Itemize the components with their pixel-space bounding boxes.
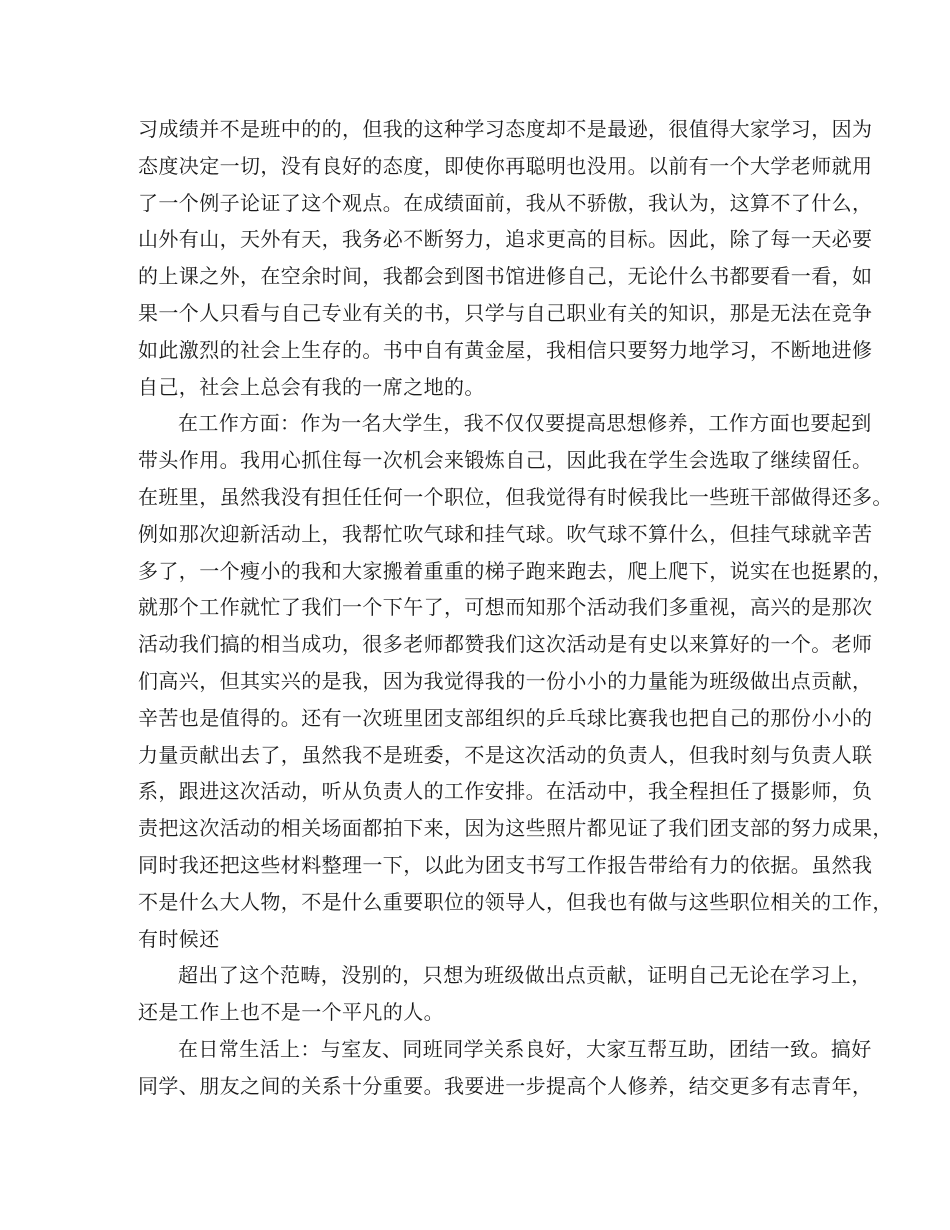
text-line: 辛苦也是值得的。还有一次班里团支部组织的乒乓球比赛我也把自己的那份小小的 [138, 705, 873, 730]
text-line: 同学、朋友之间的关系十分重要。我要进一步提高个人修养，结交更多有志青年， [138, 1073, 873, 1098]
text-line: 自己，社会上总会有我的一席之地的。 [138, 374, 485, 399]
text-line: 就那个工作就忙了我们一个下午了，可想而知那个活动我们多重视，高兴的是那次 [138, 595, 873, 620]
text-line: 如此激烈的社会上生存的。书中自有黄金屋，我相信只要努力地学习，不断地进修 [138, 337, 873, 362]
text-line: 力量贡献出去了，虽然我不是班委，不是这次活动的负责人，但我时刻与负责人联 [138, 742, 873, 767]
text-line: 不是什么大人物，不是什么重要职位的领导人，但我也有做与这些职位相关的工作， [138, 889, 893, 914]
text-line: 山外有山，天外有天，我务必不断努力，追求更高的目标。因此，除了每一天必要 [138, 227, 873, 252]
text-line: 多了，一个瘦小的我和大家搬着重重的梯子跑来跑去，爬上爬下，说实在也挺累的， [138, 558, 893, 583]
text-line: 同时我还把这些材料整理一下，以此为团支书写工作报告带给有力的依据。虽然我 [138, 852, 873, 877]
text-line: 了一个例子论证了这个观点。在成绩面前，我从不骄傲，我认为，这算不了什么， [138, 190, 873, 215]
paragraph-first-line: 在工作方面：作为一名大学生，我不仅仅要提高思想修养，工作方面也要起到 [178, 411, 872, 436]
text-line: 系，跟进这次活动，听从负责人的工作安排。在活动中，我全程担任了摄影师，负 [138, 779, 873, 804]
paragraph-first-line: 超出了这个范畴，没别的，只想为班级做出点贡献，证明自己无论在学习上， [178, 963, 872, 988]
text-line: 习成绩并不是班中的的，但我的这种学习态度却不是最逊，很值得大家学习，因为 [138, 117, 873, 141]
text-line: 例如那次迎新活动上，我帮忙吹气球和挂气球。吹气球不算什么，但挂气球就辛苦 [138, 521, 873, 546]
text-line: 态度决定一切，没有良好的态度，即使你再聪明也没用。以前有一个大学老师就用 [138, 153, 873, 178]
text-line: 还是工作上也不是一个平凡的人。 [138, 1000, 444, 1025]
paragraph-first-line: 在日常生活上：与室友、同班同学关系良好，大家互帮互助，团结一致。搞好 [178, 1036, 872, 1061]
text-line: 果一个人只看与自己专业有关的书，只学与自己职业有关的知识，那是无法在竞争 [138, 300, 873, 325]
text-line: 带头作用。我用心抓住每一次机会来锻炼自己，因此我在学生会选取了继续留任。 [138, 448, 873, 473]
text-line: 有时候还 [138, 926, 220, 951]
document-body [138, 111, 893, 1105]
text-line: 活动我们搞的相当成功，很多老师都赞我们这次活动是有史以来算好的一个。老师 [138, 632, 873, 657]
text-line: 们高兴，但其实兴的是我，因为我觉得我的一份小小的力量能为班级做出点贡献， [138, 668, 873, 693]
text-line: 在班里，虽然我没有担任任何一个职位，但我觉得有时候我比一些班干部做得还多。 [138, 484, 893, 509]
text-line: 的上课之外，在空余时间，我都会到图书馆进修自己，无论什么书都要看一看，如 [138, 264, 873, 289]
text-line: 责把这次活动的相关场面都拍下来，因为这些照片都见证了我们团支部的努力成果， [138, 816, 893, 841]
